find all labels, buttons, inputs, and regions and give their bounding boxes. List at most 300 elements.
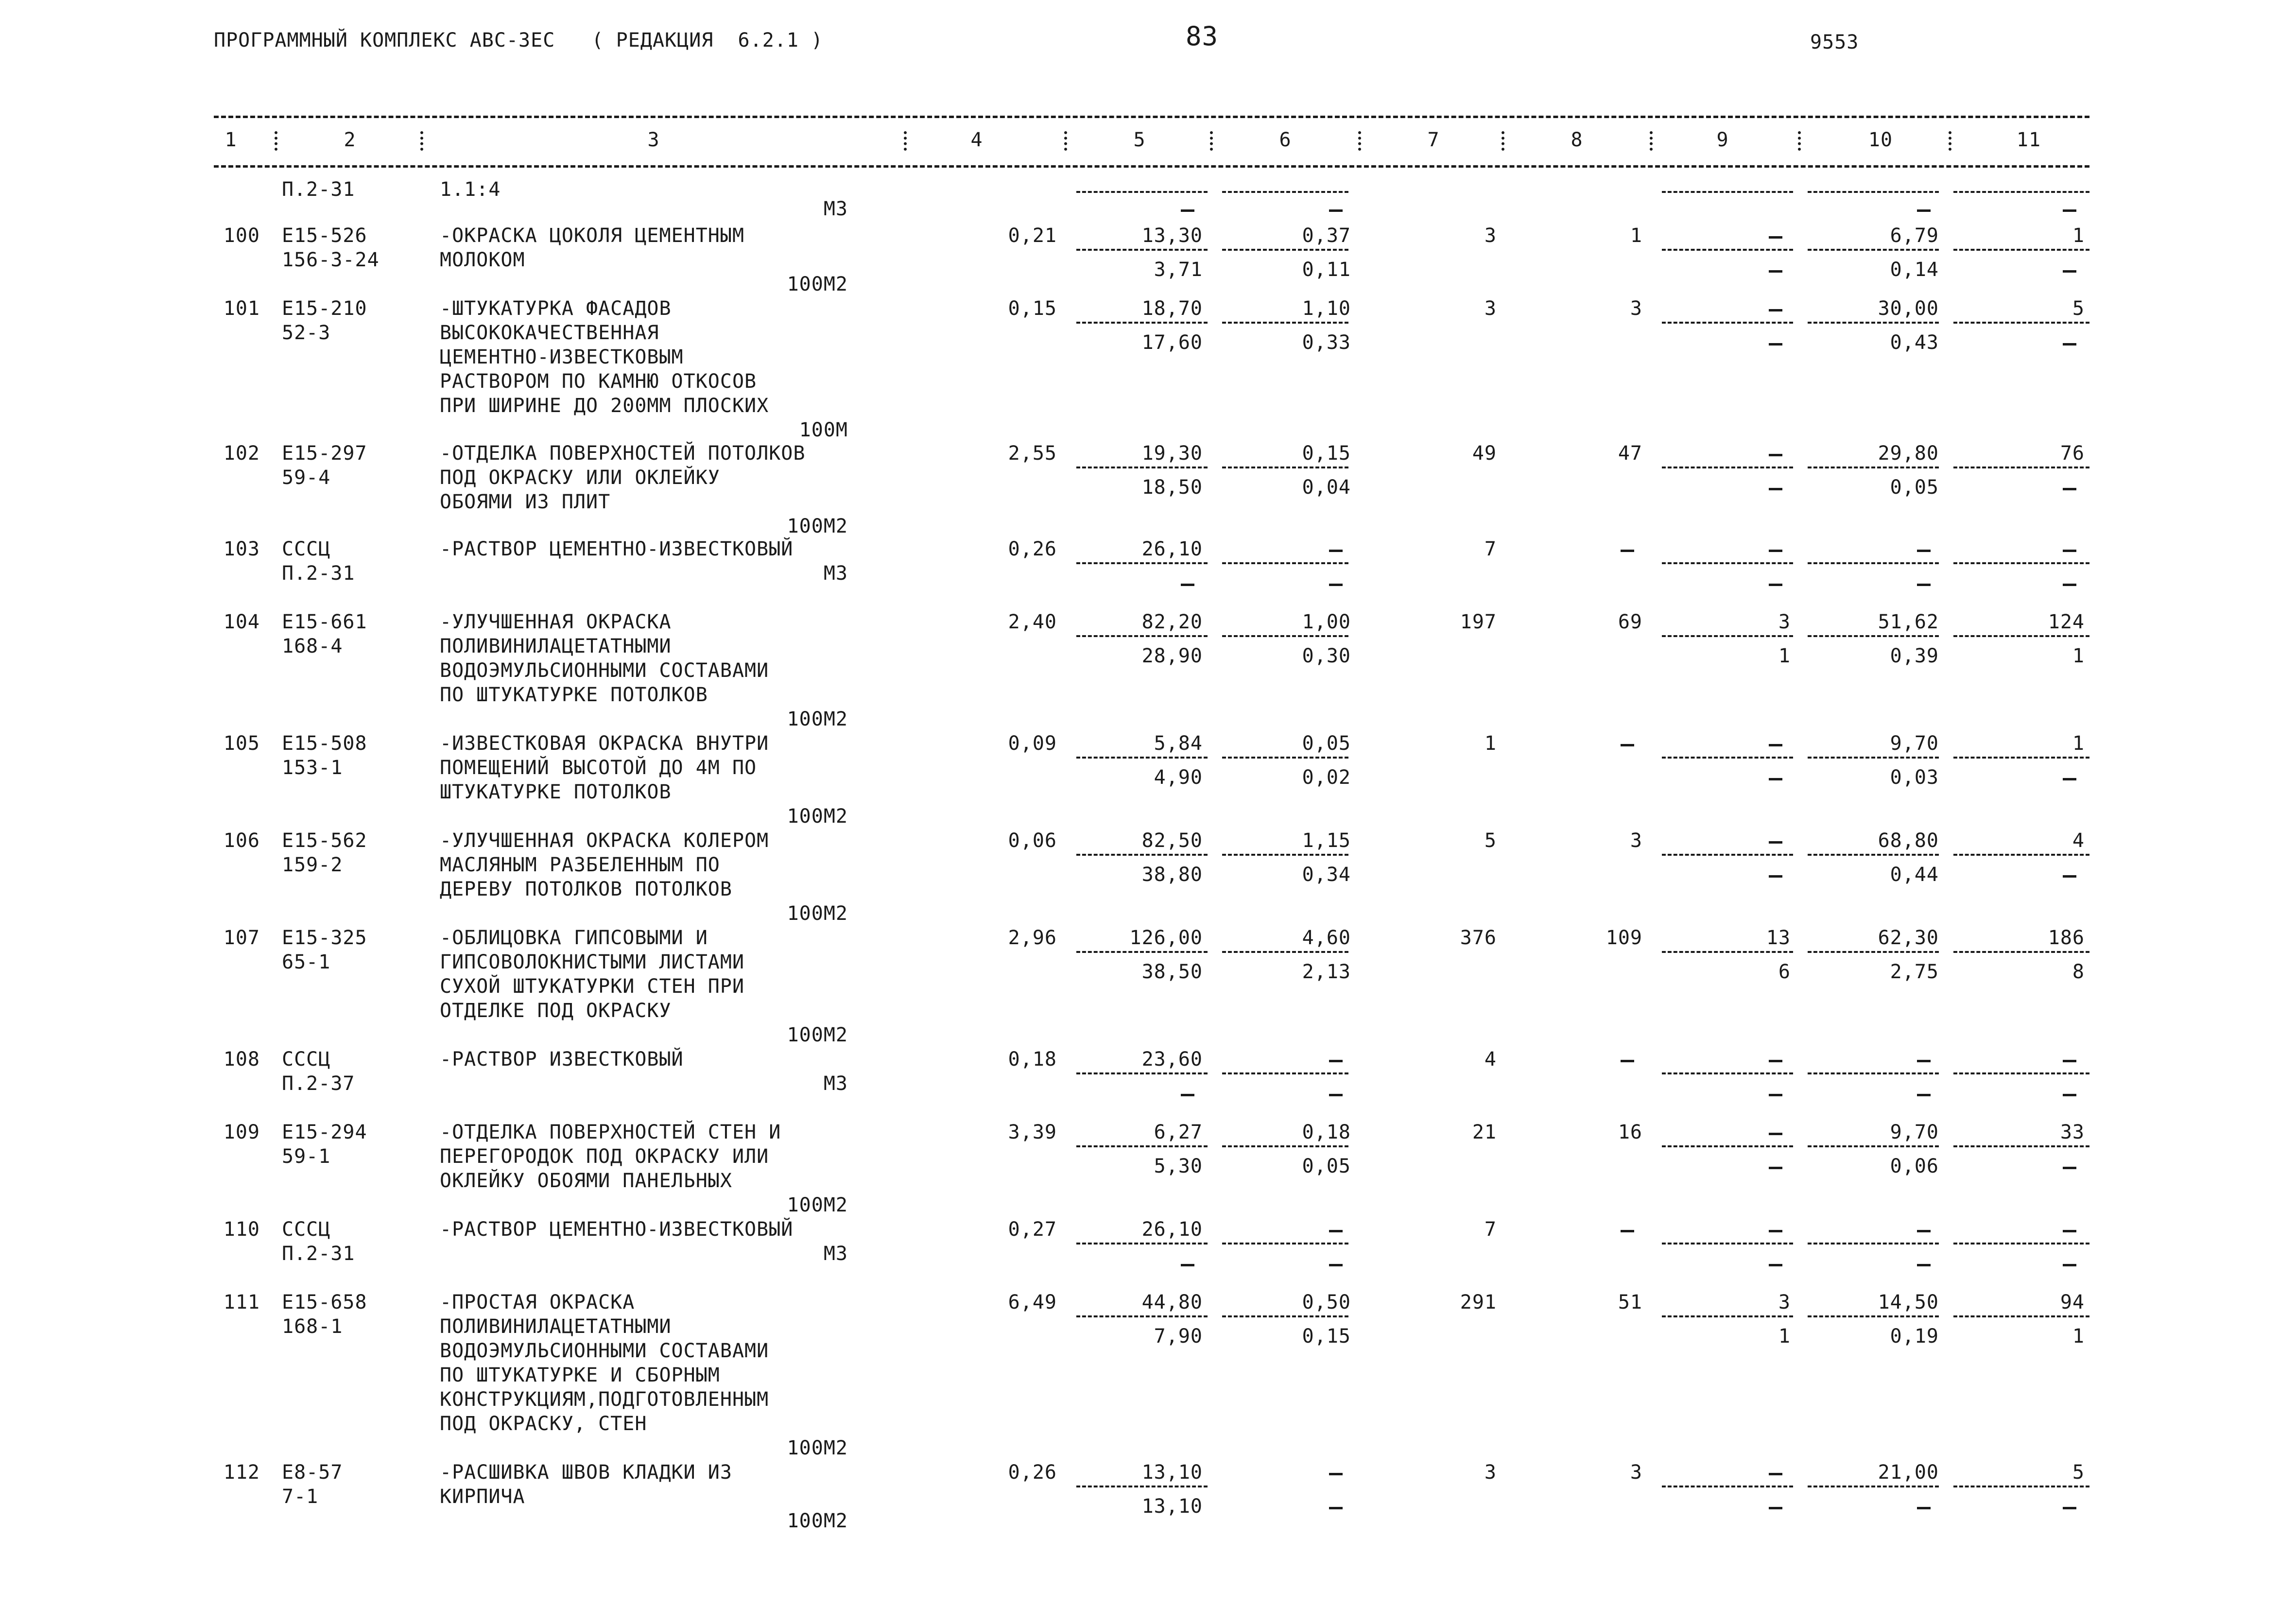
unit-cost-value: 6,27	[1154, 1121, 1203, 1143]
unit-of-measure: М3	[823, 1072, 848, 1095]
machine-cost-sub-value: 0,34	[1302, 864, 1351, 886]
machine-cost-value: 0,15	[1302, 442, 1351, 465]
unit-cost-sub-value	[1181, 1264, 1194, 1266]
labor-value	[1917, 1060, 1931, 1062]
labor-sub-value	[1917, 1264, 1931, 1266]
column-underline	[1076, 467, 1208, 468]
work-description: ПЕРЕГОРОДОК ПОД ОКРАСКУ ИЛИ	[440, 1145, 769, 1168]
labor-sub-value: 0,06	[1890, 1155, 1939, 1177]
column-underline	[1662, 854, 1793, 856]
col11-sub-value	[2063, 343, 2076, 346]
column-underline	[1808, 1315, 1939, 1317]
column-underline	[1808, 1072, 1939, 1074]
row-number: 109	[223, 1121, 260, 1143]
column-separator	[275, 131, 281, 151]
total-cost-value: 5	[1484, 829, 1497, 852]
column-underline	[1808, 854, 1939, 856]
work-description: КИРПИЧА	[440, 1486, 525, 1508]
resource-code: СССЦ	[282, 1048, 331, 1071]
col9-sub-value: 1	[1778, 1325, 1791, 1348]
total-cost-value: 7	[1484, 1218, 1497, 1241]
column-underline	[1662, 1486, 1793, 1487]
work-description: -ШТУКАТУРКА ФАСАДОВ	[440, 297, 672, 320]
column-underline	[1076, 1243, 1208, 1244]
wage-cost-value: 1	[1630, 225, 1642, 247]
labor-sub-value: 0,44	[1890, 864, 1939, 886]
column-header-10: 10	[1868, 129, 1893, 151]
column-underline	[1808, 757, 1939, 759]
work-description: ВЫСОКОКАЧЕСТВЕННАЯ	[440, 322, 659, 344]
resource-code: Е8-57	[282, 1461, 343, 1484]
total-cost-value: 376	[1460, 927, 1497, 949]
work-description: -УЛУЧШЕННАЯ ОКРАСКА	[440, 611, 672, 633]
work-description: ОТДЕЛКЕ ПОД ОКРАСКУ	[440, 1000, 672, 1022]
labor-sub-value: 0,39	[1890, 645, 1939, 667]
unit-cost-value: 82,20	[1141, 611, 1203, 633]
column-separator	[1650, 131, 1657, 151]
unit-of-measure: М3	[823, 198, 848, 220]
quantity-value: 0,18	[1008, 1048, 1057, 1071]
unit-of-measure: 100М2	[787, 708, 848, 730]
col11-value	[2063, 550, 2076, 552]
col9-sub-value: 1	[1778, 645, 1791, 667]
col9-sub-value	[1769, 1264, 1782, 1266]
column-underline	[1076, 1486, 1208, 1487]
quantity-value: 0,06	[1008, 829, 1057, 852]
column-underline	[1076, 635, 1208, 637]
col11-sub-value	[2063, 778, 2076, 780]
column-underline	[1662, 1315, 1793, 1317]
col11-value: 4	[2072, 829, 2085, 852]
resource-code: 65-1	[282, 951, 331, 973]
work-description: СУХОЙ ШТУКАТУРКИ СТЕН ПРИ	[440, 975, 745, 998]
column-underline	[1076, 951, 1208, 953]
resource-code: Е15-297	[282, 442, 367, 465]
unit-of-measure: 100М2	[787, 805, 848, 828]
column-underline	[1953, 562, 2089, 564]
unit-cost-value: 126,00	[1129, 927, 1203, 949]
labor-sub-value	[1917, 1507, 1931, 1509]
wage-cost-value: 69	[1618, 611, 1642, 633]
work-description: ПО ШТУКАТУРКЕ ПОТОЛКОВ	[440, 684, 708, 706]
column-underline	[1222, 562, 1348, 564]
column-underline	[1808, 249, 1939, 251]
resource-code: 59-1	[282, 1145, 331, 1168]
work-description: ВОДОЭМУЛЬСИОННЫМИ СОСТАВАМИ	[440, 659, 769, 682]
machine-cost-sub-value	[1329, 1507, 1343, 1509]
unit-of-measure: 100М2	[787, 273, 848, 295]
work-description: ПРИ ШИРИНЕ ДО 200ММ ПЛОСКИХ	[440, 395, 769, 417]
column-underline	[1076, 249, 1208, 251]
unit-of-measure: 100М2	[787, 902, 848, 925]
column-underline	[1808, 467, 1939, 468]
unit-cost-sub-value: 13,10	[1141, 1495, 1203, 1518]
column-separator	[1358, 131, 1365, 151]
col11-sub-value: 1	[2072, 1325, 2085, 1348]
unit-cost-sub-value: 17,60	[1141, 331, 1203, 354]
unit-cost-value: 23,60	[1141, 1048, 1203, 1071]
column-underline	[1662, 1243, 1793, 1244]
labor-value: 29,80	[1878, 442, 1939, 465]
machine-cost-sub-value	[1329, 584, 1343, 586]
resource-code: П.2-31	[282, 562, 355, 585]
col11-value: 186	[2048, 927, 2085, 949]
column-header-11: 11	[2016, 129, 2041, 151]
machine-cost-sub-value	[1329, 1094, 1343, 1096]
unit-cost-sub-value: 5,30	[1154, 1155, 1203, 1177]
total-cost-value: 21	[1472, 1121, 1497, 1143]
work-description: -РАСТВОР ИЗВЕСТКОВЫЙ	[440, 1048, 684, 1071]
quantity-value: 0,26	[1008, 538, 1057, 560]
work-description: -РАСТВОР ЦЕМЕНТНО-ИЗВЕСТКОВЫЙ	[440, 538, 794, 560]
quantity-value: 2,96	[1008, 927, 1057, 949]
resource-code: Е15-562	[282, 829, 367, 852]
labor-value: 21,00	[1878, 1461, 1939, 1484]
column-underline	[1076, 562, 1208, 564]
column-underline	[1076, 322, 1208, 324]
machine-cost-sub-value: 2,13	[1302, 961, 1351, 983]
quantity-value: 2,40	[1008, 611, 1057, 633]
row-number: 100	[223, 225, 260, 247]
unit-of-measure: 100М2	[787, 515, 848, 537]
unit-of-measure: 100М2	[787, 1510, 848, 1532]
wage-cost-value: 3	[1630, 297, 1642, 320]
column-underline	[1222, 951, 1348, 953]
labor-sub-value: 0,05	[1890, 476, 1939, 499]
total-cost-value: 197	[1460, 611, 1497, 633]
column-underline	[1662, 191, 1793, 193]
unit-of-measure: 100М2	[787, 1194, 848, 1216]
work-description: 1.1:4	[440, 178, 501, 201]
quantity-value: 0,27	[1008, 1218, 1057, 1241]
unit-cost-sub-value: 18,50	[1141, 476, 1203, 499]
col11-sub-value	[2063, 488, 2076, 490]
work-description: ЦЕМЕНТНО-ИЗВЕСТКОВЫМ	[440, 346, 684, 368]
unit-of-measure: 100М	[799, 419, 848, 441]
col11-value: 76	[2060, 442, 2085, 465]
work-description: -ОТДЕЛКА ПОВЕРХНОСТЕЙ СТЕН И	[440, 1121, 781, 1143]
quantity-value: 3,39	[1008, 1121, 1057, 1143]
work-description: ОБОЯМИ ИЗ ПЛИТ	[440, 491, 611, 513]
unit-cost-sub-value	[1181, 209, 1194, 212]
labor-sub-value: 0,19	[1890, 1325, 1939, 1348]
work-description: ПОД ОКРАСКУ, СТЕН	[440, 1413, 647, 1435]
total-cost-value: 3	[1484, 225, 1497, 247]
work-description: ПОЛИВИНИЛАЦЕТАТНЫМИ	[440, 1315, 672, 1338]
unit-cost-value: 26,10	[1141, 538, 1203, 560]
labor-value: 9,70	[1890, 1121, 1939, 1143]
wage-cost-value: 47	[1618, 442, 1642, 465]
work-description: ДЕРЕВУ ПОТОЛКОВ ПОТОЛКОВ	[440, 878, 732, 900]
quantity-value: 0,15	[1008, 297, 1057, 320]
document-number: 9553	[1810, 31, 1859, 53]
col11-value	[2063, 1060, 2076, 1062]
column-underline	[1076, 1315, 1208, 1317]
col9-sub-value: 6	[1778, 961, 1791, 983]
col11-sub-value	[2063, 209, 2076, 212]
col9-value	[1769, 1230, 1782, 1232]
row-number: 103	[223, 538, 260, 560]
column-underline	[1222, 1145, 1348, 1147]
work-description: ПОЛИВИНИЛАЦЕТАТНЫМИ	[440, 635, 672, 657]
column-underline	[1076, 1145, 1208, 1147]
col11-sub-value	[2063, 270, 2076, 273]
labor-value	[1917, 550, 1931, 552]
col11-value	[2063, 1230, 2076, 1232]
unit-cost-sub-value: 28,90	[1141, 645, 1203, 667]
unit-cost-value: 13,10	[1141, 1461, 1203, 1484]
resource-code: 153-1	[282, 757, 343, 779]
quantity-value: 0,26	[1008, 1461, 1057, 1484]
column-underline	[1662, 1145, 1793, 1147]
row-number: 106	[223, 829, 260, 852]
col11-sub-value: 1	[2072, 645, 2085, 667]
resource-code: 59-4	[282, 467, 331, 489]
col11-value: 94	[2060, 1291, 2085, 1313]
row-number: 105	[223, 732, 260, 755]
unit-cost-sub-value	[1181, 1094, 1194, 1096]
column-underline	[1662, 249, 1793, 251]
work-description: МОЛОКОМ	[440, 249, 525, 271]
wage-cost-value: 51	[1618, 1291, 1642, 1313]
resource-code: Е15-294	[282, 1121, 367, 1143]
column-underline	[1953, 951, 2089, 953]
column-underline	[1808, 1145, 1939, 1147]
machine-cost-value: 0,05	[1302, 732, 1351, 755]
machine-cost-value: 1,10	[1302, 297, 1351, 320]
column-underline	[1808, 191, 1939, 193]
col11-sub-value: 8	[2072, 961, 2085, 983]
column-header-9: 9	[1716, 129, 1729, 151]
machine-cost-sub-value: 0,02	[1302, 766, 1351, 789]
work-description: РАСТВОРОМ ПО КАМНЮ ОТКОСОВ	[440, 370, 757, 393]
row-number: 107	[223, 927, 260, 949]
machine-cost-value: 1,00	[1302, 611, 1351, 633]
column-header-6: 6	[1279, 129, 1292, 151]
work-description: -ОКРАСКА ЦОКОЛЯ ЦЕМЕНТНЫМ	[440, 225, 745, 247]
column-underline	[1222, 1072, 1348, 1074]
col9-value: 3	[1778, 1291, 1791, 1313]
column-underline	[1953, 467, 2089, 468]
column-underline	[1662, 951, 1793, 953]
col11-value: 5	[2072, 297, 2085, 320]
column-separator	[1949, 131, 1955, 151]
unit-cost-value: 26,10	[1141, 1218, 1203, 1241]
resource-code: 7-1	[282, 1486, 319, 1508]
quantity-value: 0,21	[1008, 225, 1057, 247]
work-description: ОКЛЕЙКУ ОБОЯМИ ПАНЕЛЬНЫХ	[440, 1170, 732, 1192]
labor-value: 6,79	[1890, 225, 1939, 247]
column-underline	[1222, 757, 1348, 759]
col11-value: 5	[2072, 1461, 2085, 1484]
wage-cost-value	[1621, 550, 1634, 552]
unit-cost-value: 5,84	[1154, 732, 1203, 755]
work-description: МАСЛЯНЫМ РАЗБЕЛЕННЫМ ПО	[440, 854, 720, 876]
labor-sub-value: 0,43	[1890, 331, 1939, 354]
machine-cost-sub-value: 0,04	[1302, 476, 1351, 499]
resource-code: СССЦ	[282, 538, 331, 560]
column-underline	[1222, 467, 1348, 468]
labor-value: 9,70	[1890, 732, 1939, 755]
column-separator	[1064, 131, 1071, 151]
column-underline	[1953, 322, 2089, 324]
unit-of-measure: М3	[823, 1243, 848, 1265]
col11-sub-value	[2063, 1094, 2076, 1096]
labor-value: 14,50	[1878, 1291, 1939, 1313]
column-underline	[1222, 1243, 1348, 1244]
column-underline	[1222, 1315, 1348, 1317]
column-separator	[420, 131, 427, 151]
resource-code: СССЦ	[282, 1218, 331, 1241]
resource-code: Е15-526	[282, 225, 367, 247]
table-top-rule	[214, 116, 2089, 118]
work-description: ПО ШТУКАТУРКЕ И СБОРНЫМ	[440, 1364, 720, 1386]
col11-value: 124	[2048, 611, 2085, 633]
labor-value: 62,30	[1878, 927, 1939, 949]
column-header-5: 5	[1133, 129, 1146, 151]
machine-cost-value: 4,60	[1302, 927, 1351, 949]
work-description: КОНСТРУКЦИЯМ,ПОДГОТОВЛЕННЫМ	[440, 1388, 769, 1411]
col9-value: 13	[1766, 927, 1791, 949]
wage-cost-value	[1621, 744, 1634, 746]
unit-cost-sub-value	[1181, 584, 1194, 586]
work-description: -РАСТВОР ЦЕМЕНТНО-ИЗВЕСТКОВЫЙ	[440, 1218, 794, 1241]
column-underline	[1953, 1145, 2089, 1147]
column-underline	[1808, 1486, 1939, 1487]
row-number: 110	[223, 1218, 260, 1241]
labor-sub-value: 2,75	[1890, 961, 1939, 983]
column-underline	[1076, 191, 1208, 193]
machine-cost-value: 0,50	[1302, 1291, 1351, 1313]
column-underline	[1808, 951, 1939, 953]
wage-cost-value	[1621, 1060, 1634, 1062]
resource-code: 156-3-24	[282, 249, 380, 271]
column-underline	[1808, 1243, 1939, 1244]
unit-cost-value: 82,50	[1141, 829, 1203, 852]
machine-cost-sub-value: 0,05	[1302, 1155, 1351, 1177]
work-description: ШТУКАТУРКЕ ПОТОЛКОВ	[440, 781, 672, 803]
col9-value	[1769, 1060, 1782, 1062]
program-header: ПРОГРАММНЫЙ КОМПЛЕКС АВС-3ЕС ( РЕДАКЦИЯ 6.2.1 )	[214, 29, 824, 52]
column-header-8: 8	[1571, 129, 1583, 151]
column-underline	[1222, 322, 1348, 324]
column-header-1: 1	[224, 129, 237, 151]
col11-value: 1	[2072, 225, 2085, 247]
column-separator	[1502, 131, 1508, 151]
column-separator	[1798, 131, 1805, 151]
column-underline	[1808, 635, 1939, 637]
column-underline	[1222, 191, 1348, 193]
col11-sub-value	[2063, 584, 2076, 586]
col9-sub-value	[1769, 584, 1782, 586]
column-underline	[1808, 322, 1939, 324]
wage-cost-value: 16	[1618, 1121, 1642, 1143]
page-number: 83	[1186, 21, 1219, 52]
column-underline	[1953, 854, 2089, 856]
work-description: -ОТДЕЛКА ПОВЕРХНОСТЕЙ ПОТОЛКОВ	[440, 442, 806, 465]
col9-sub-value	[1769, 1094, 1782, 1096]
column-underline	[1953, 249, 2089, 251]
machine-cost-value: 0,18	[1302, 1121, 1351, 1143]
col11-sub-value	[2063, 875, 2076, 878]
work-description: -УЛУЧШЕННАЯ ОКРАСКА КОЛЕРОМ	[440, 829, 769, 852]
col9-value: 3	[1778, 611, 1791, 633]
row-number: 104	[223, 611, 260, 633]
labor-value: 68,80	[1878, 829, 1939, 852]
machine-cost-value: 1,15	[1302, 829, 1351, 852]
header-bottom-rule	[214, 165, 2089, 168]
column-header-7: 7	[1427, 129, 1440, 151]
resource-code: Е15-508	[282, 732, 367, 755]
column-header-3: 3	[647, 129, 660, 151]
column-underline	[1953, 635, 2089, 637]
total-cost-value: 291	[1460, 1291, 1497, 1313]
resource-code: 168-1	[282, 1315, 343, 1338]
col9-sub-value	[1769, 1507, 1782, 1509]
column-underline	[1953, 1315, 2089, 1317]
work-description: ПОМЕЩЕНИЙ ВЫСОТОЙ ДО 4М ПО	[440, 757, 757, 779]
machine-cost-sub-value	[1329, 1264, 1343, 1266]
machine-cost-sub-value: 0,33	[1302, 331, 1351, 354]
col11-value: 33	[2060, 1121, 2085, 1143]
column-underline	[1953, 191, 2089, 193]
unit-cost-sub-value: 3,71	[1154, 259, 1203, 281]
row-number: 112	[223, 1461, 260, 1484]
row-number: 108	[223, 1048, 260, 1071]
unit-cost-sub-value: 7,90	[1154, 1325, 1203, 1348]
quantity-value: 6,49	[1008, 1291, 1057, 1313]
column-underline	[1076, 1072, 1208, 1074]
unit-cost-value: 18,70	[1141, 297, 1203, 320]
column-underline	[1076, 757, 1208, 759]
resource-code: Е15-325	[282, 927, 367, 949]
labor-sub-value	[1917, 584, 1931, 586]
machine-cost-sub-value	[1329, 209, 1343, 212]
column-separator	[904, 131, 911, 151]
wage-cost-value: 3	[1630, 1461, 1642, 1484]
col11-sub-value	[2063, 1264, 2076, 1266]
unit-of-measure: 100М2	[787, 1437, 848, 1459]
labor-value: 30,00	[1878, 297, 1939, 320]
resource-code: П.2-31	[282, 178, 355, 201]
quantity-value: 2,55	[1008, 442, 1057, 465]
col11-value: 1	[2072, 732, 2085, 755]
column-underline	[1953, 1243, 2089, 1244]
resource-code: Е15-658	[282, 1291, 367, 1313]
unit-cost-value: 13,30	[1141, 225, 1203, 247]
column-underline	[1953, 1486, 2089, 1487]
work-description: -РАСШИВКА ШВОВ КЛАДКИ ИЗ	[440, 1461, 732, 1484]
unit-cost-sub-value: 38,50	[1141, 961, 1203, 983]
column-underline	[1953, 1072, 2089, 1074]
labor-value	[1917, 1230, 1931, 1232]
column-underline	[1662, 467, 1793, 468]
labor-sub-value	[1917, 209, 1931, 212]
wage-cost-value: 109	[1605, 927, 1642, 949]
resource-code: Е15-661	[282, 611, 367, 633]
work-description: -ПРОСТАЯ ОКРАСКА	[440, 1291, 635, 1313]
resource-code: Е15-210	[282, 297, 367, 320]
unit-cost-value: 19,30	[1141, 442, 1203, 465]
quantity-value: 0,09	[1008, 732, 1057, 755]
column-underline	[1662, 322, 1793, 324]
unit-of-measure: 100М2	[787, 1024, 848, 1046]
work-description: ПОД ОКРАСКУ ИЛИ ОКЛЕЙКУ	[440, 467, 720, 489]
resource-code: 168-4	[282, 635, 343, 657]
machine-cost-value: 0,37	[1302, 225, 1351, 247]
unit-cost-sub-value: 38,80	[1141, 864, 1203, 886]
labor-value: 51,62	[1878, 611, 1939, 633]
